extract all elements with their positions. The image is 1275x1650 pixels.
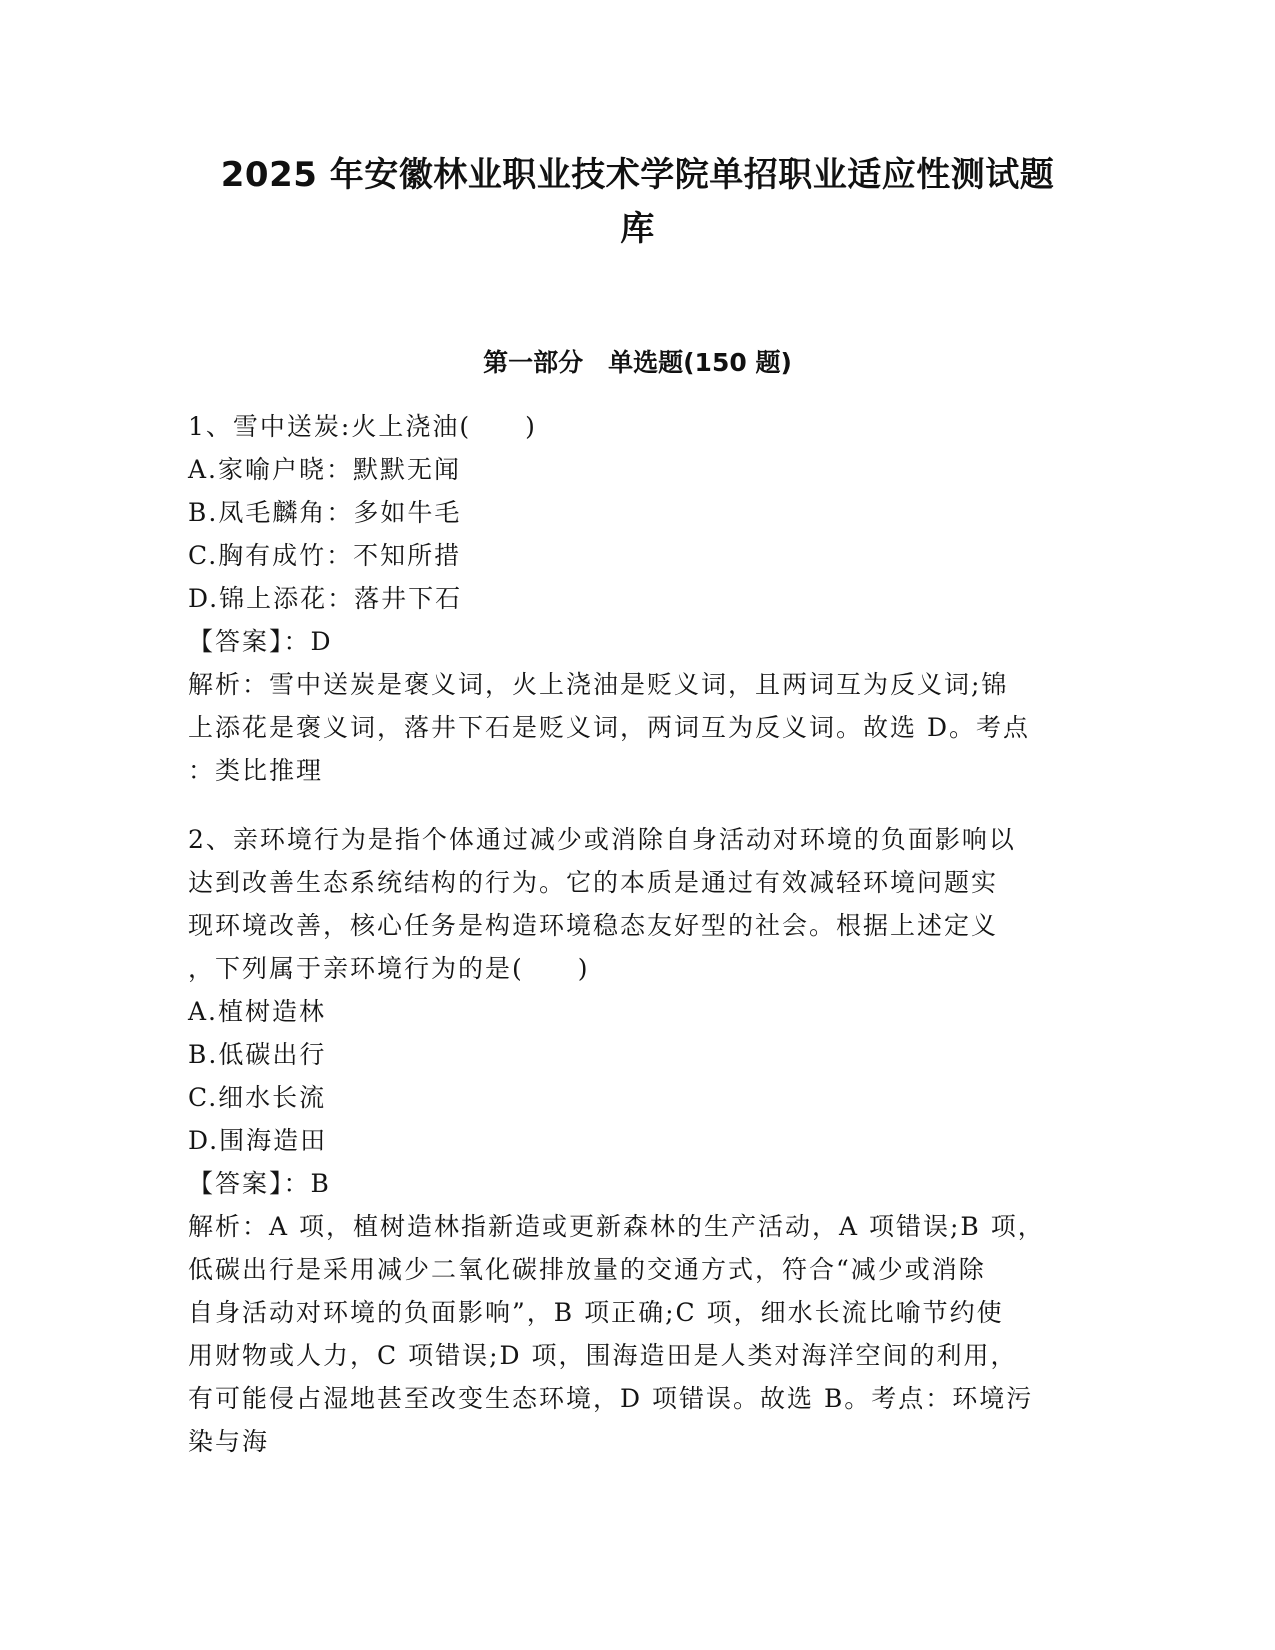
- option-c: C.细水长流: [188, 1083, 327, 1112]
- option-a: A.植树造林: [188, 997, 327, 1026]
- answer-line: 【答案】：B: [188, 1169, 331, 1198]
- option-c: C.胸有成竹：不知所措: [188, 541, 462, 570]
- explanation-line: 解析：雪中送炭是褒义词，火上浇油是贬义词，且两词互为反义词;锦: [188, 670, 1009, 699]
- explanation-line: 有可能侵占湿地甚至改变生态环境，D 项错误。故选 B。考点：环境污: [188, 1384, 1034, 1413]
- explanation-line: 染与海: [188, 1427, 270, 1456]
- option-b: B.低碳出行: [188, 1040, 327, 1069]
- option-d: D.锦上添花：落井下石: [188, 584, 463, 613]
- question-stem: 2、亲环境行为是指个体通过减少或消除自身活动对环境的负面影响以: [188, 825, 1016, 854]
- question-stem: 现环境改善，核心任务是构造环境稳态友好型的社会。根据上述定义: [188, 911, 999, 940]
- option-b: B.凤毛麟角：多如牛毛: [188, 498, 462, 527]
- option-a: A.家喻户晓：默默无闻: [188, 455, 462, 484]
- explanation-line: 自身活动对环境的负面影响”，B 项正确;C 项，细水长流比喻节约使: [188, 1298, 1004, 1327]
- question-stem: ，下列属于亲环境行为的是( ): [188, 954, 590, 983]
- question-block-1: [188, 405, 1088, 792]
- option-d: D.围海造田: [188, 1126, 328, 1155]
- question-stem: 达到改善生态系统结构的行为。它的本质是通过有效减轻环境问题实: [188, 868, 999, 897]
- title-line: 库: [620, 209, 655, 249]
- section-title: 第一部分 单选题(150 题): [483, 348, 792, 377]
- answer-line: 【答案】：D: [188, 627, 333, 656]
- explanation-line: 上添花是褒义词，落井下石是贬义词，两词互为反义词。故选 D。考点: [188, 713, 1030, 742]
- explanation-line: 解析：A 项，植树造林指新造或更新森林的生产活动，A 项错误;B 项，: [188, 1212, 1045, 1241]
- document-title: [150, 148, 1125, 256]
- question-block-2: [188, 818, 1088, 1463]
- question-stem: 1、雪中送炭:火上浇油( ): [188, 412, 537, 441]
- explanation-line: 低碳出行是采用减少二氧化碳排放量的交通方式，符合“减少或消除: [188, 1255, 986, 1284]
- explanation-line: 用财物或人力，C 项错误;D 项，围海造田是人类对海洋空间的利用，: [188, 1341, 1018, 1370]
- explanation-line: ：类比推理: [188, 756, 324, 785]
- title-line: 2025 年安徽林业职业技术学院单招职业适应性测试题: [220, 155, 1055, 195]
